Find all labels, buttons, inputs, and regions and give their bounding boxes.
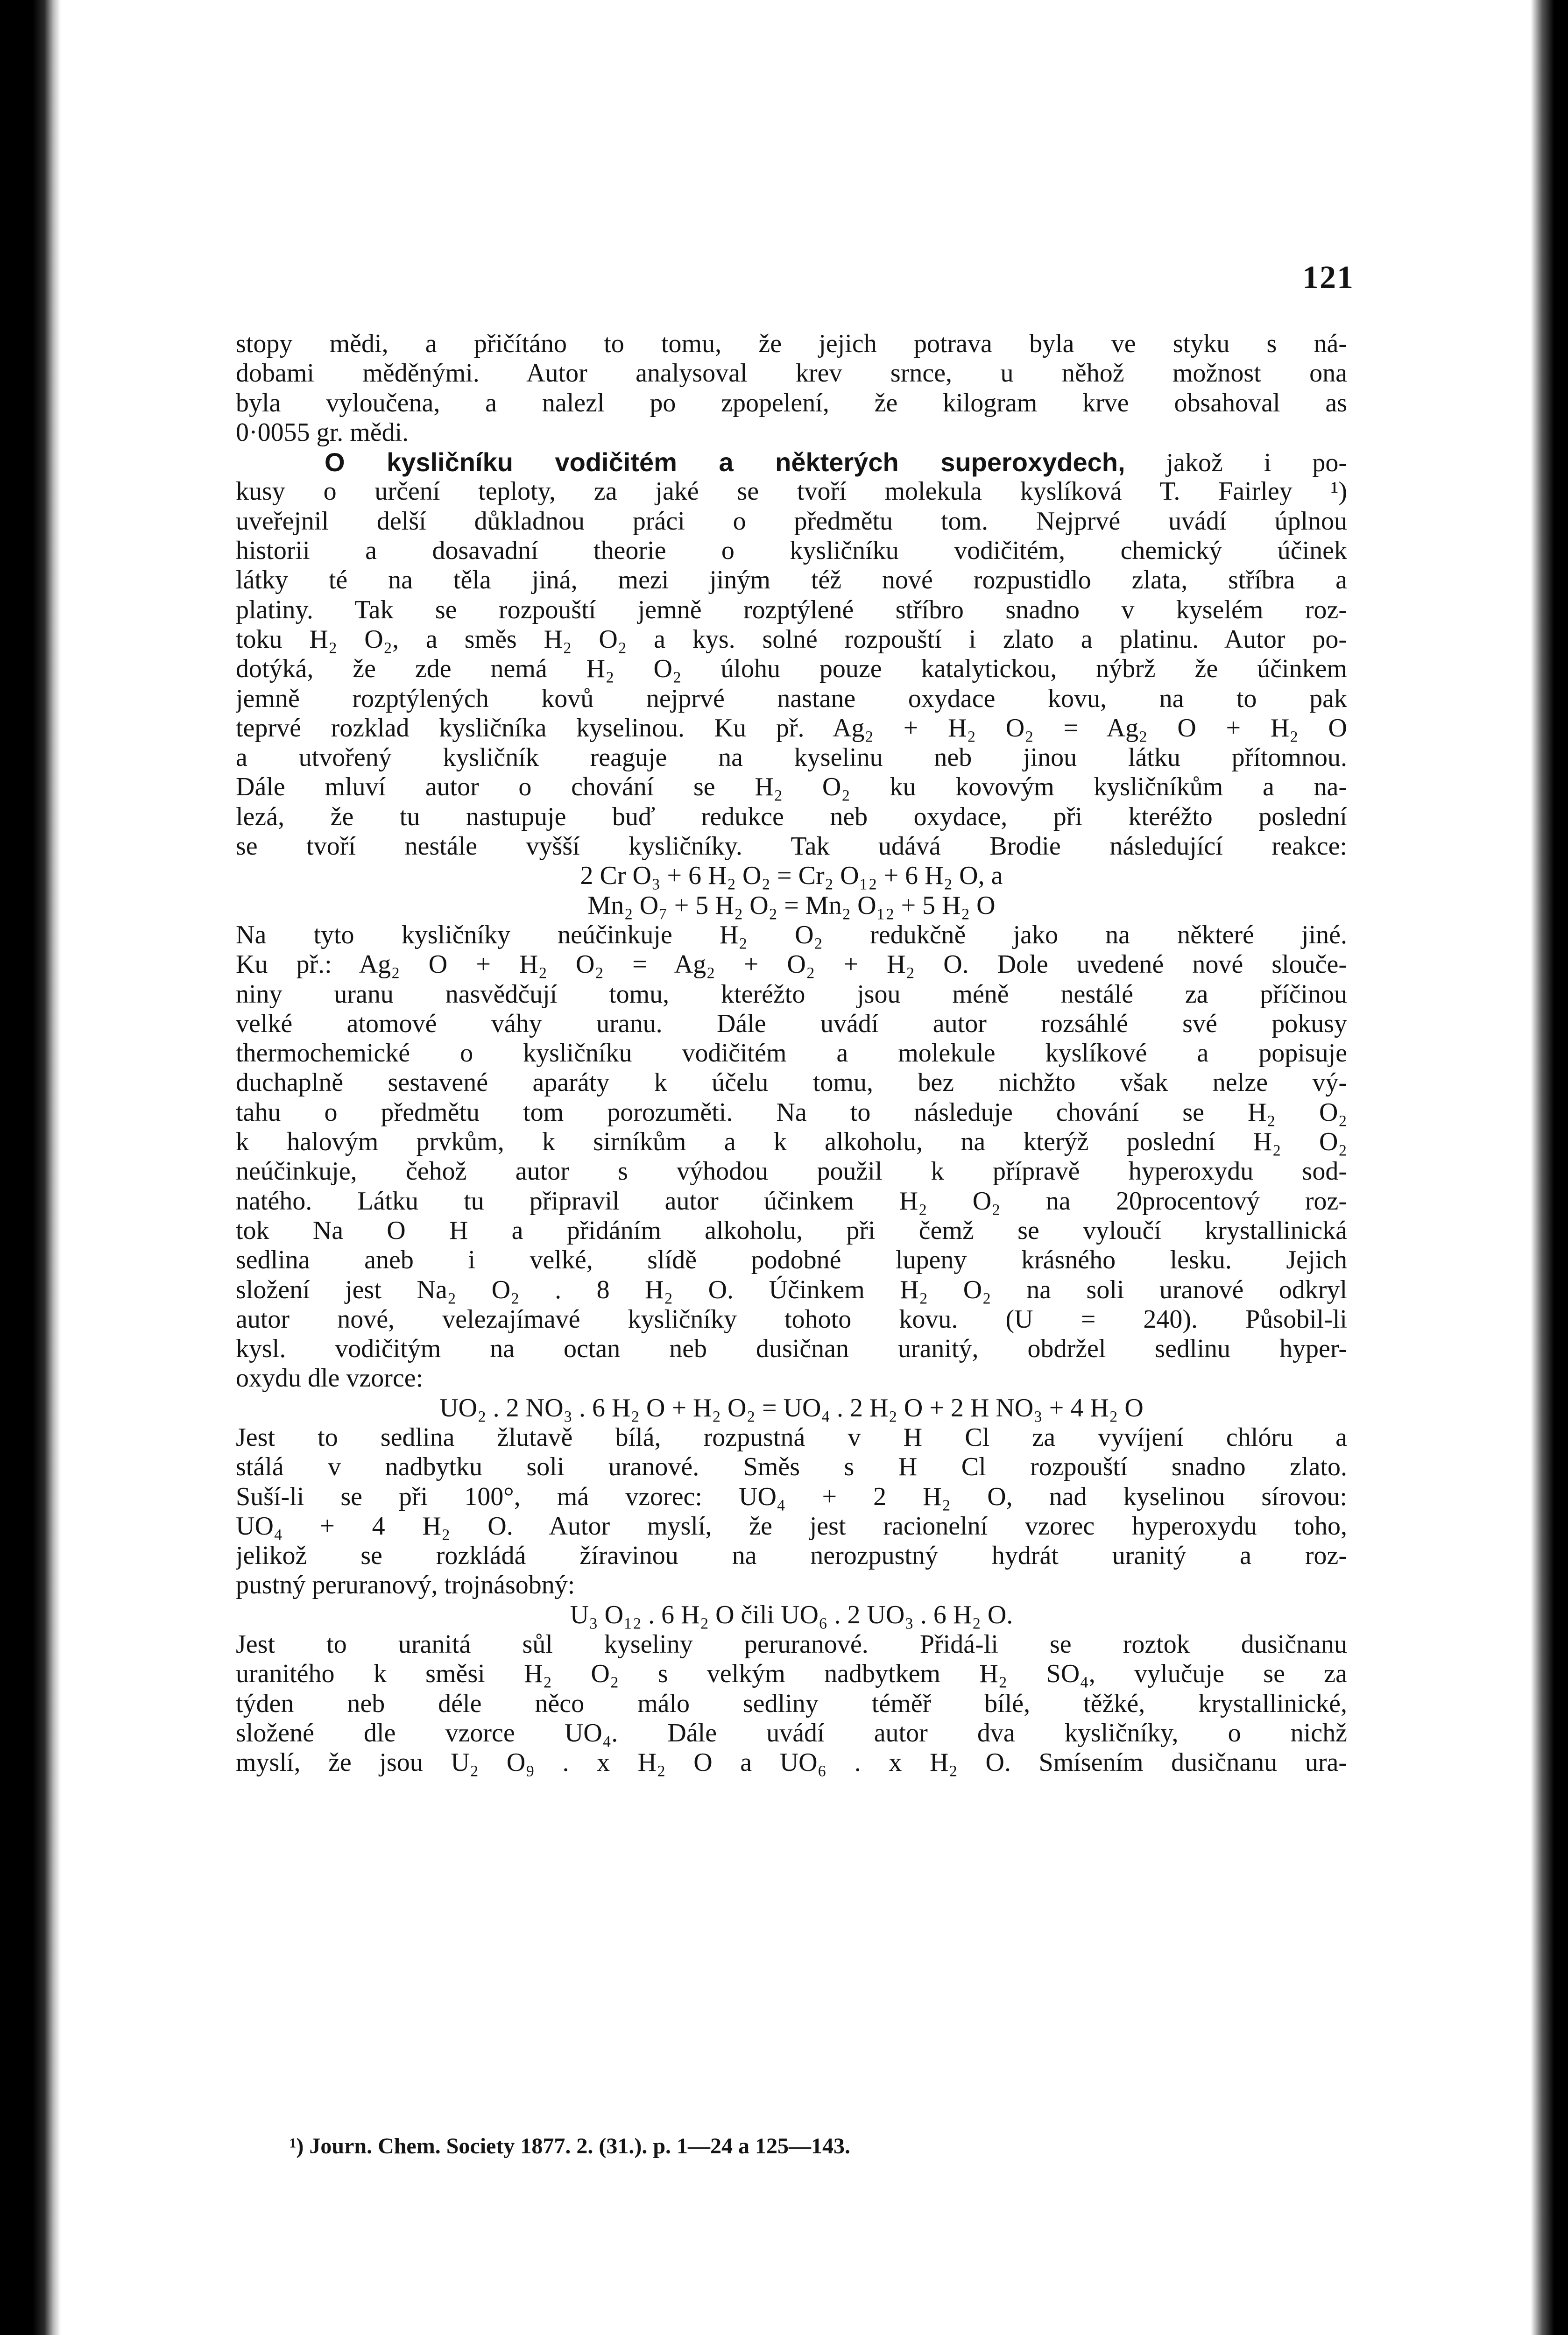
text-line: dotýká, že zde nemá H₂ O₂ úlohu pouze katalytickou, nýbrž že účinkem xyxy=(236,654,1347,684)
text-line: sedlina aneb i velké, slídě podobné lupeny krásného lesku. Jejich xyxy=(236,1245,1347,1275)
text-line: platiny. Tak se rozpouští jemně rozptýlené stříbro snadno v kyselém roz- xyxy=(236,595,1347,624)
text-line: 0·0055 gr. mědi. xyxy=(236,417,409,447)
text-line: byla vyloučena, a nalezl po zpopelení, že kilogram krve obsahoval as xyxy=(236,388,1347,417)
text-line: teprvé rozklad kysličníka kyselinou. Ku př. Ag₂ + H₂ O₂ = Ag₂ O + H₂ O xyxy=(236,713,1347,743)
page-number: 121 xyxy=(1302,260,1354,296)
text-line: Ku př.: Ag₂ O + H₂ O₂ = Ag₂ + O₂ + H₂ O. Dole uvedené nové slouče- xyxy=(236,950,1347,979)
text-line: dobami měděnými. Autor analysoval krev srnce, u něhož možnost ona xyxy=(236,359,1347,388)
text-line: kusy o určení teploty, za jaké se tvoří molekula kyslíková T. Fairley ¹) xyxy=(236,477,1347,506)
text-line: lezá, že tu nastupuje buď redukce neb oxydace, při kteréžto poslední xyxy=(236,802,1347,831)
text-line: pustný peruranový, trojnásobný: xyxy=(236,1571,575,1600)
text-line: k halovým prvkům, k sirníkům a k alkoholu, na kterýž poslední H₂ O₂ xyxy=(236,1127,1347,1157)
scan-edge-right xyxy=(1531,0,1568,2335)
equation-line: U₃ O₁₂ . 6 H₂ O čili UO₆ . 2 UO₃ . 6 H₂ O. xyxy=(570,1600,1013,1629)
text-line: neúčinkuje, čehož autor s výhodou použil k přípravě hyperoxydu sod- xyxy=(236,1157,1347,1186)
equation-line: Mn₂ O₇ + 5 H₂ O₂ = Mn₂ O₁₂ + 5 H₂ O xyxy=(587,891,996,920)
text-line: historii a dosavadní theorie o kysličníku vodičitém, chemický účinek xyxy=(236,536,1347,566)
text-line: toku H₂ O₂, a směs H₂ O₂ a kys. solné rozpouští i zlato a platinu. Autor po- xyxy=(236,624,1347,654)
text-line: tahu o předmětu tom porozuměti. Na to následuje chování se H₂ O₂ xyxy=(236,1097,1347,1127)
text-line: velké atomové váhy uranu. Dále uvádí autor rozsáhlé své pokusy xyxy=(236,1009,1347,1038)
text-line: Dále mluví autor o chování se H₂ O₂ ku kovovým kysličníkům a na- xyxy=(236,772,1347,802)
section-heading xyxy=(236,447,1347,477)
section-heading-title: O kysličníku vodičitém a některých superoxydech, xyxy=(325,447,1125,477)
text-line: Jest to sedlina žlutavě bílá, rozpustná v H Cl za vyvíjení chlóru a xyxy=(236,1422,1347,1452)
text-line: natého. Látku tu připravil autor účinkem H₂ O₂ na 20procentový roz- xyxy=(236,1186,1347,1216)
text-line: jemně rozptýlených kovů nejprvé nastane oxydace kovu, na to pak xyxy=(236,684,1347,713)
text-line: Suší-li se při 100°, má vzorec: UO₄ + 2 H₂ O, nad kyselinou sírovou: xyxy=(236,1482,1347,1511)
body-text xyxy=(236,329,1347,1778)
text-line: a utvořený kysličník reaguje na kyselinu neb jinou látku přítomnou. xyxy=(236,743,1347,772)
text-line: jelikož se rozkládá žíravinou na nerozpustný hydrát uranitý a roz- xyxy=(236,1541,1347,1571)
text-line: autor nové, velezajímavé kysličníky tohoto kovu. (U = 240). Působil-li xyxy=(236,1304,1347,1334)
text-line: tok Na O H a přidáním alkoholu, při čemž se vyloučí krystallinická xyxy=(236,1216,1347,1245)
text-line: Jest to uranitá sůl kyseliny peruranové. Přidá-li se roztok dusičnanu xyxy=(236,1630,1347,1659)
text-line: Na tyto kysličníky neúčinkuje H₂ O₂ redukčně jako na některé jiné. xyxy=(236,920,1347,949)
text-line: uranitého k směsi H₂ O₂ s velkým nadbytkem H₂ SO₄, vylučuje se za xyxy=(236,1659,1347,1689)
text-line: týden neb déle něco málo sedliny téměř bílé, těžké, krystallinické, xyxy=(236,1689,1347,1718)
text-line: kysl. vodičitým na octan neb dusičnan uranitý, obdržel sedlinu hyper- xyxy=(236,1334,1347,1364)
text-line: složení jest Na₂ O₂ . 8 H₂ O. Účinkem H₂ O₂ na soli uranové odkryl xyxy=(236,1275,1347,1304)
equation-line: 2 Cr O₃ + 6 H₂ O₂ = Cr₂ O₁₂ + 6 H₂ O, a xyxy=(580,861,1003,891)
scan-edge-left xyxy=(0,0,61,2335)
text-line: niny uranu nasvědčují tomu, kteréžto jsou méně nestálé za příčinou xyxy=(236,979,1347,1009)
text-line: stálá v nadbytku soli uranové. Směs s H Cl rozpouští snadno zlato. xyxy=(236,1452,1347,1482)
equation-line: UO₂ . 2 NO₃ . 6 H₂ O + H₂ O₂ = UO₄ . 2 H₂ O + 2 H NO₃ + 4 H₂ O xyxy=(439,1393,1144,1422)
section-heading-rest: jakož i po- xyxy=(1125,448,1347,477)
text-line: thermochemické o kysličníku vodičitém a molekule kyslíkové a popisuje xyxy=(236,1039,1347,1068)
text-line: UO₄ + 4 H₂ O. Autor myslí, že jest racionelní vzorec hyperoxydu toho, xyxy=(236,1511,1347,1541)
text-line: oxydu dle vzorce: xyxy=(236,1364,424,1393)
text-line: uveřejnil delší důkladnou práci o předmětu tom. Nejprvé uvádí úplnou xyxy=(236,506,1347,536)
text-line: duchaplně sestavené aparáty k účelu tomu, bez nichžto však nelze vý- xyxy=(236,1068,1347,1097)
footnote: ¹) Journ. Chem. Society 1877. 2. (31.). p. 1—24 a 125—143. xyxy=(290,2134,851,2158)
text-line: látky té na těla jiná, mezi jiným též nové rozpustidlo zlata, stříbra a xyxy=(236,566,1347,595)
text-line: složené dle vzorce UO₄. Dále uvádí autor dva kysličníky, o nichž xyxy=(236,1718,1347,1748)
text-line: stopy mědi, a přičítáno to tomu, že jejich potrava byla ve styku s ná- xyxy=(236,329,1347,358)
text-line: se tvoří nestále vyšší kysličníky. Tak udává Brodie následující reakce: xyxy=(236,832,1347,861)
text-line: myslí, že jsou U₂ O₉ . x H₂ O a UO₆ . x H₂ O. Smísením dusičnanu ura- xyxy=(236,1748,1347,1777)
